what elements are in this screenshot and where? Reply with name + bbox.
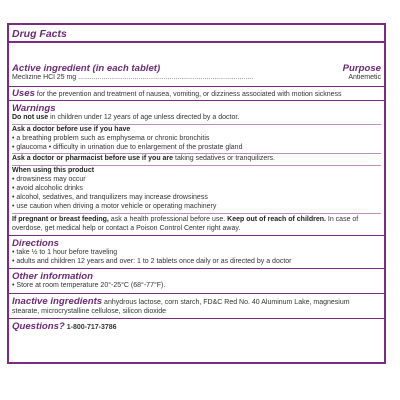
inactive-text: anhydrous lactose, corn starch, FD&C Red No. 40 Aluminum Lake, magnesium xyxy=(102,299,350,306)
questions-line xyxy=(12,321,117,333)
list-item: • take ½ to 1 hour before traveling xyxy=(12,249,118,256)
uses-section xyxy=(12,88,342,100)
list-item: • a breathing problem such as emphysema or chronic bronchitis xyxy=(12,135,210,142)
list-item: • alcohol, sedatives, and tranquilizers may increase drowsiness xyxy=(12,194,208,201)
questions-heading: Questions? xyxy=(12,321,65,332)
do-not-use-line xyxy=(12,114,381,122)
do-not-use-text: in children under 12 years of age unless directed by a doctor. xyxy=(48,114,240,121)
list-item: • drowsiness may occur xyxy=(12,176,86,183)
uses-text: for the prevention and treatment of nausea, vomiting, or dizziness associated with motion sickness xyxy=(34,91,342,98)
list-item: • adults and children 12 years and over: 1 to 2 tablets once daily or as directed by a doctor xyxy=(12,258,292,265)
ask-pharmacist-text: taking sedatives or tranquilizers. xyxy=(173,155,275,162)
drug-facts-title: Drug Facts xyxy=(12,28,67,40)
divider xyxy=(9,293,384,294)
divider xyxy=(9,318,384,319)
divider xyxy=(9,86,384,87)
active-ingredient-name: Meclizine HCl 25 mg xyxy=(12,74,77,81)
when-using-heading xyxy=(12,167,381,175)
divider xyxy=(9,235,384,236)
divider xyxy=(12,165,381,166)
when-using-label: When using this product xyxy=(12,167,95,174)
drug-facts-panel xyxy=(7,23,386,364)
pregnancy-warning xyxy=(12,216,381,224)
divider xyxy=(12,213,381,214)
purpose-value: Antiemetic xyxy=(348,74,381,81)
divider xyxy=(9,41,384,43)
uses-heading: Uses xyxy=(12,88,35,99)
list-item: • glaucoma • difficulty in urination due to enlargement of the prostate gland xyxy=(12,143,243,151)
phone-number: 1-800-717-3786 xyxy=(64,324,117,331)
do-not-use-label: Do not use xyxy=(12,114,49,121)
list-item: • use caution when driving a motor vehicle or operating machinery xyxy=(12,203,217,210)
ask-doctor-heading xyxy=(12,126,381,134)
purpose-heading: Purpose xyxy=(342,63,381,74)
other-info-heading: Other information xyxy=(12,271,94,282)
overdose-line: overdose, get medical help or contact a Poison Control Center right away. xyxy=(12,225,241,232)
divider xyxy=(12,124,381,125)
directions-heading: Directions xyxy=(12,238,59,249)
ask-pharmacist-line xyxy=(12,155,381,163)
warnings-heading: Warnings xyxy=(12,103,56,114)
list-item: • Store at room temperature 20°-25°C (68°-77°F). xyxy=(12,282,166,289)
ask-pharmacist-label: Ask a doctor or pharmacist before use if you are xyxy=(12,155,174,162)
inactive-text-cont: stearate, microcrystalline cellulose, silicon dioxide xyxy=(12,308,167,315)
keep-out-label: Keep out of reach of children. xyxy=(227,216,326,223)
divider xyxy=(9,268,384,269)
divider xyxy=(12,153,381,154)
inactive-heading: Inactive ingredients xyxy=(12,296,103,307)
inactive-ingredients-line xyxy=(12,296,350,308)
pregnancy-text: ask a health professional before use. xyxy=(108,216,228,223)
divider xyxy=(9,100,384,101)
ask-doctor-label: Ask a doctor before use if you have xyxy=(12,126,131,133)
active-ingredient-heading: Active ingredient (in each tablet) xyxy=(12,63,161,74)
active-ingredient-line xyxy=(12,74,324,82)
overdose-text: In case of xyxy=(325,216,359,223)
leader-dots: .......................................................................................... xyxy=(76,74,254,81)
list-item: • avoid alcoholic drinks xyxy=(12,185,83,192)
pregnancy-label: If pregnant or breast feeding, xyxy=(12,216,109,223)
